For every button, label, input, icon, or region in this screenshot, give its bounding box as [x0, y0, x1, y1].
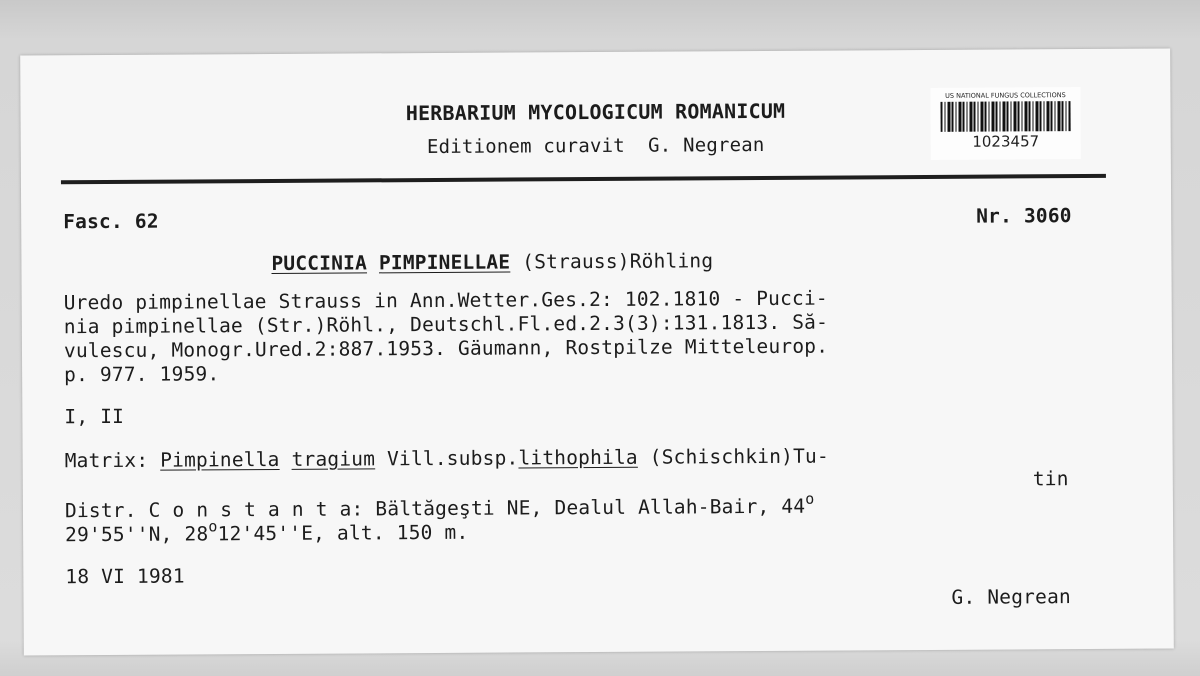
degree-mark-2: o: [208, 517, 218, 536]
label-subtitle: Editionem curavit G. Negrean: [426, 133, 765, 159]
species-name: [271, 249, 713, 276]
degree-mark-1: o: [805, 489, 815, 508]
matrix-mid: Vill.subsp.: [375, 446, 519, 471]
distribution-text-2: 29'55''N, 28: [65, 522, 209, 547]
species-epithet: PIMPINELLAE: [378, 250, 511, 275]
collection-date: 18 VI 1981: [65, 564, 185, 589]
distribution-line-1: [64, 489, 815, 525]
label-title: HERBARIUM MYCOLOGICUM ROMANICUM: [405, 98, 786, 126]
barcode-collection-name: US NATIONAL FUNGUS COLLECTIONS: [945, 91, 1066, 100]
synonymy-line-3: vulescu, Monogr.Ured.2:887.1953. Gäumann, Rostpilze Mitteleurop.: [63, 334, 829, 363]
matrix-author: (Schischkin)Tu-: [637, 444, 829, 469]
matrix-line: [65, 445, 829, 474]
matrix-label: Matrix:: [64, 448, 161, 473]
exsiccata-number: Nr. 3060: [976, 204, 1072, 228]
species-genus: PUCCINIA: [271, 251, 368, 275]
barcode-icon: [940, 101, 1070, 132]
synonymy-line-1: Uredo pimpinellae Strauss in Ann.Wetter.Ges.2: 102.1810 - Pucci-: [63, 286, 828, 315]
matrix-genus: Pimpinella: [160, 447, 280, 472]
spore-stages: I, II: [64, 404, 125, 429]
matrix-author-continued: tin: [1032, 467, 1069, 491]
collector-name: G. Negrean: [951, 585, 1071, 609]
herbarium-label: [20, 48, 1174, 655]
synonymy-line-4: p. 977. 1959.: [64, 362, 220, 387]
species-author: (Strauss)Röhling: [510, 249, 714, 274]
distribution-text-2b: 12'45''E, alt. 150 m.: [217, 520, 469, 546]
matrix-subspecies: lithophila: [518, 445, 638, 470]
barcode-number: 1023457: [972, 132, 1040, 151]
fascicle-number: Fasc. 62: [63, 209, 159, 234]
distribution-line-2: [65, 517, 469, 548]
barcode-sticker: [930, 87, 1080, 160]
matrix-species: tragium: [291, 447, 376, 471]
header-divider: [61, 174, 1106, 184]
distribution-text-1: Distr. C o n s t a n t a: Bältăgeşti NE, Dealul Allah-Bair, 44: [64, 494, 806, 523]
synonymy-line-2: nia pimpinellae (Str.)Röhl., Deutschl.Fl.ed.2.3(3):131.1813. Să-: [63, 310, 829, 339]
